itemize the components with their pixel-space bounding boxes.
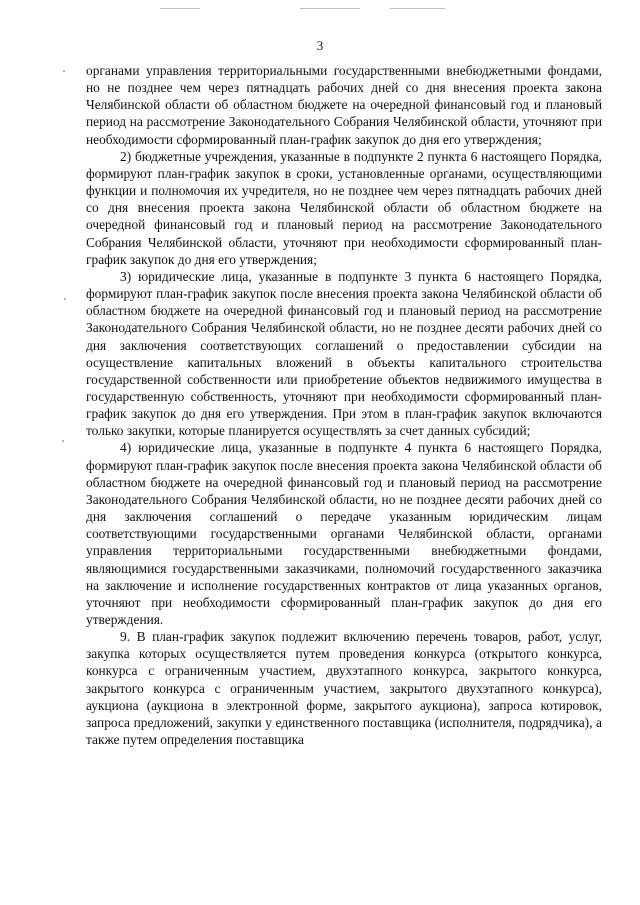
scan-artifact-dot bbox=[64, 298, 66, 300]
paragraph-item-2: 2) бюджетные учреждения, указанные в подпункте 2 пункта 6 настоящего Порядка, формируют план-график закупок в сроки, установленные органами, осуществляющими функции и полномочия их учредителя, но не позднее чем через пятнадцать рабочих дней со дня внесения проекта закона Челябинской области об областном бюджете на очередной финансовый год и плановый период на рассмотрение Законодательного Собрания Челябинской области, уточняют при необходимости сформированный план-график закупок до дня его утверждения; bbox=[86, 148, 602, 267]
paragraph-continuation: органами управления территориальными государственными внебюджетными фондами, но не позднее чем через пятнадцать рабочих дней со дня внесения проекта закона Челябинской области об областном бюджете на очередной финансовый год и плановый период на рассмотрение Законодательного Собрания Челябинской области, уточняют при необходимости сформированный план-график закупок до дня его утверждения; bbox=[86, 63, 602, 147]
scan-artifact-dot bbox=[62, 440, 64, 442]
paragraph-item-4: 4) юридические лица, указанные в подпункте 4 пункта 6 настоящего Порядка, формируют план-график закупок после внесения проекта закона Челябинской области об областном бюджете на очередной финансовый год и плановый период на рассмотрение Законодательного Собрания Челябинской области, но не позднее десяти рабочих дней со дня заключения соглашений о передаче указанным юридическим лицам соответствующими государственными органами Челябинской области, органами управления территориальными государственными внебюджетными фондами, являющимися государственными заказчиками, полномочий государственного заказчика на заключение и исполнение государственных контрактов от лица указанных органов, уточняют при необходимости сформированный план-график закупок до дня его утверждения. bbox=[86, 440, 602, 627]
scan-artifact-line bbox=[300, 8, 360, 9]
page-number: 3 bbox=[316, 38, 324, 53]
scan-artifact-line bbox=[390, 8, 445, 9]
paragraph-item-9: 9. В план-график закупок подлежит включению перечень товаров, работ, услуг, закупка которых осуществляется путем проведения конкурса (открытого конкурса, конкурса с ограниченным участием, двухэтапного конкурса, закрытого конкурса, закрытого конкурса с ограниченным участием, закрытого двухэтапного конкурса), аукциона (аукциона в электронной форме, закрытого аукциона), запроса котировок, запроса предложений, закупки у единственного поставщика (исполнителя, подрядчика), а также путем определения поставщика bbox=[86, 629, 602, 748]
document-body bbox=[86, 62, 602, 748]
paragraph-item-3: 3) юридические лица, указанные в подпункте 3 пункта 6 настоящего Порядка, формируют план-график закупок после внесения проекта закона Челябинской области об областном бюджете на очередной финансовый год и плановый период на рассмотрение Законодательного Собрания Челябинской области, но не позднее десяти рабочих дней со дня заключения соответствующих соглашений о предоставлении субсидии на осуществление капитальных вложений в объекты капитального строительства государственной собственности или приобретение объектов недвижимого имущества в государственную собственность, уточняют при необходимости сформированный план-график закупок до дня его утверждения. При этом в план-график закупок включаются только закупки, которые планируется осуществлять за счет данных субсидий; bbox=[86, 268, 602, 439]
scan-artifact-line bbox=[160, 8, 200, 9]
scan-artifact-dot bbox=[63, 70, 65, 72]
